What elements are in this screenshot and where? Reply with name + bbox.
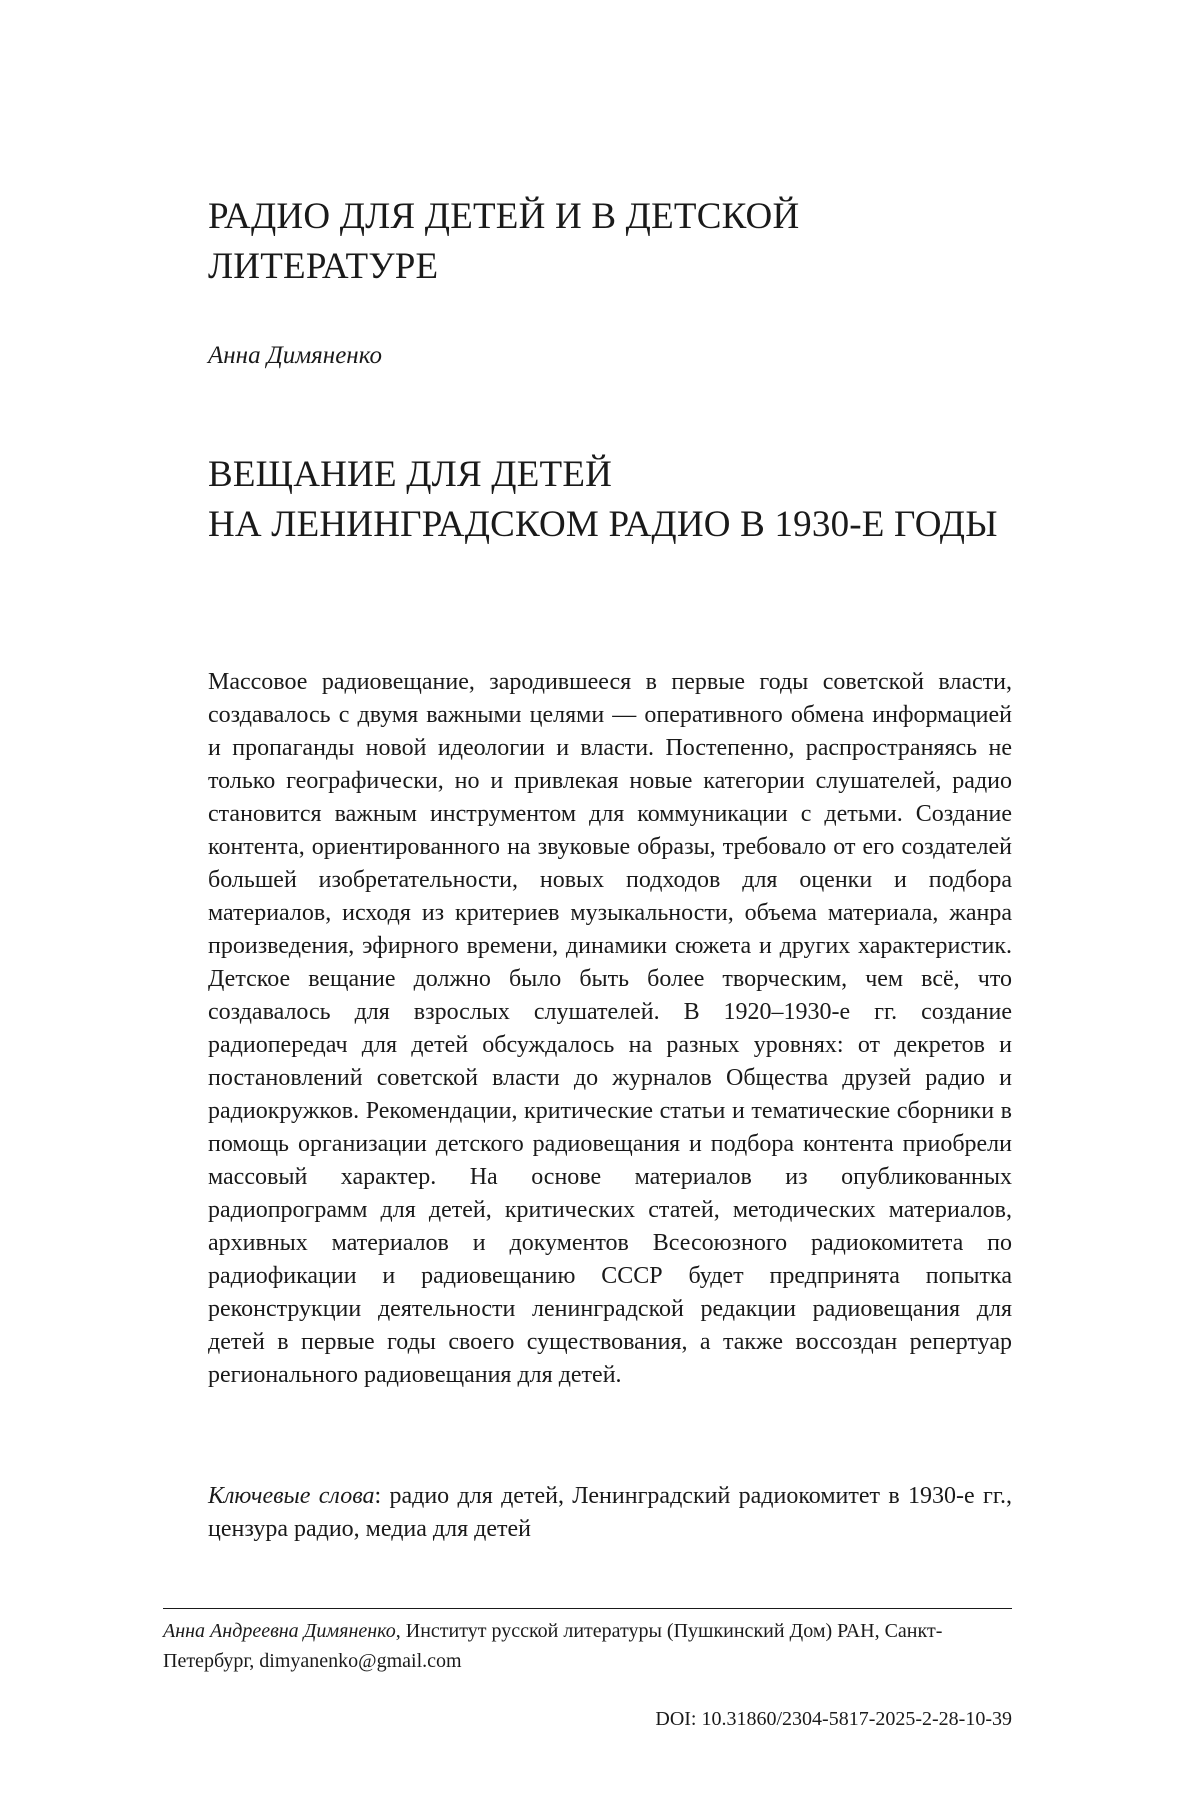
abstract: Массовое радиовещание, зародившееся в первые годы советской власти, создавалось с двумя важными целями — оперативного обмена информацией и пропаганды новой идеологии и власти. Постепенно, распространяясь не только географически, но и привлекая новые категории слушателей, радио становится важным инструментом для коммуникации с детьми. Создание контента, ориентированного на звуковые образы, требовало от его создателей большей изобретательности, новых подходов для оценки и подбора материалов, исходя из критериев музыкальности, объема материала, жанра произведения, эфирного времени, динамики сюжета и других характеристик. Детское вещание должно было быть более творческим, чем всё, что создавалось для взрослых слушателей. В 1920–1930-е гг. создание радиопередач для детей обсуждалось на разных уровнях: от декретов и постановлений советской власти до журналов Общества друзей радио и радиокружков. Рекомендации, критические статьи и тематические сборники в помощь организации детского радиовещания и подбора контента приобрели массовый характер. На основе материалов из опубликованных радиопрограмм для детей, критических статей, методических материалов, архивных материалов и документов Всесоюзного радиокомитета по радиофикации и радиовещанию СССР будет предпринята попытка реконструкции деятельности ленинградской редакции радиовещания для детей в первые годы своего существования, а также воссоздан репертуар регионального радиовещания для детей. (208, 669, 1012, 1388)
footnote-divider (163, 1608, 1012, 1609)
section-title (208, 192, 1028, 292)
keywords-text: радио для детей, Ленинградский радиокомитет в 1930-е гг., цензура радио, медиа для детей (208, 1483, 1012, 1542)
author-affiliation-footnote (163, 1616, 1012, 1676)
keywords (208, 1480, 1012, 1546)
footnote-author-name: Анна Андреевна Димяненко (163, 1620, 396, 1642)
section-title-line-2: ЛИТЕРАТУРЕ (208, 245, 439, 287)
doi: DOI: 10.31860/2304-5817-2025-2-28-10-39 (655, 1708, 1012, 1730)
article-title (208, 450, 1108, 550)
author-name: Анна Димяненко (208, 342, 382, 369)
keywords-label: Ключевые слова (208, 1483, 375, 1509)
keywords-separator: : (374, 1483, 390, 1509)
article-title-line-1: ВЕЩАНИЕ ДЛЯ ДЕТЕЙ (208, 454, 613, 495)
article-title-line-2: НА ЛЕНИНГРАДСКОМ РАДИО В 1930-Е ГОДЫ (208, 503, 998, 545)
section-title-line-1: РАДИО ДЛЯ ДЕТЕЙ И В ДЕТСКОЙ (208, 196, 800, 237)
footnote-affiliation: , Институт русской литературы (Пушкинский Дом) РАН, Санкт-Петербург, dimyanenko@gmail.com (163, 1620, 943, 1672)
